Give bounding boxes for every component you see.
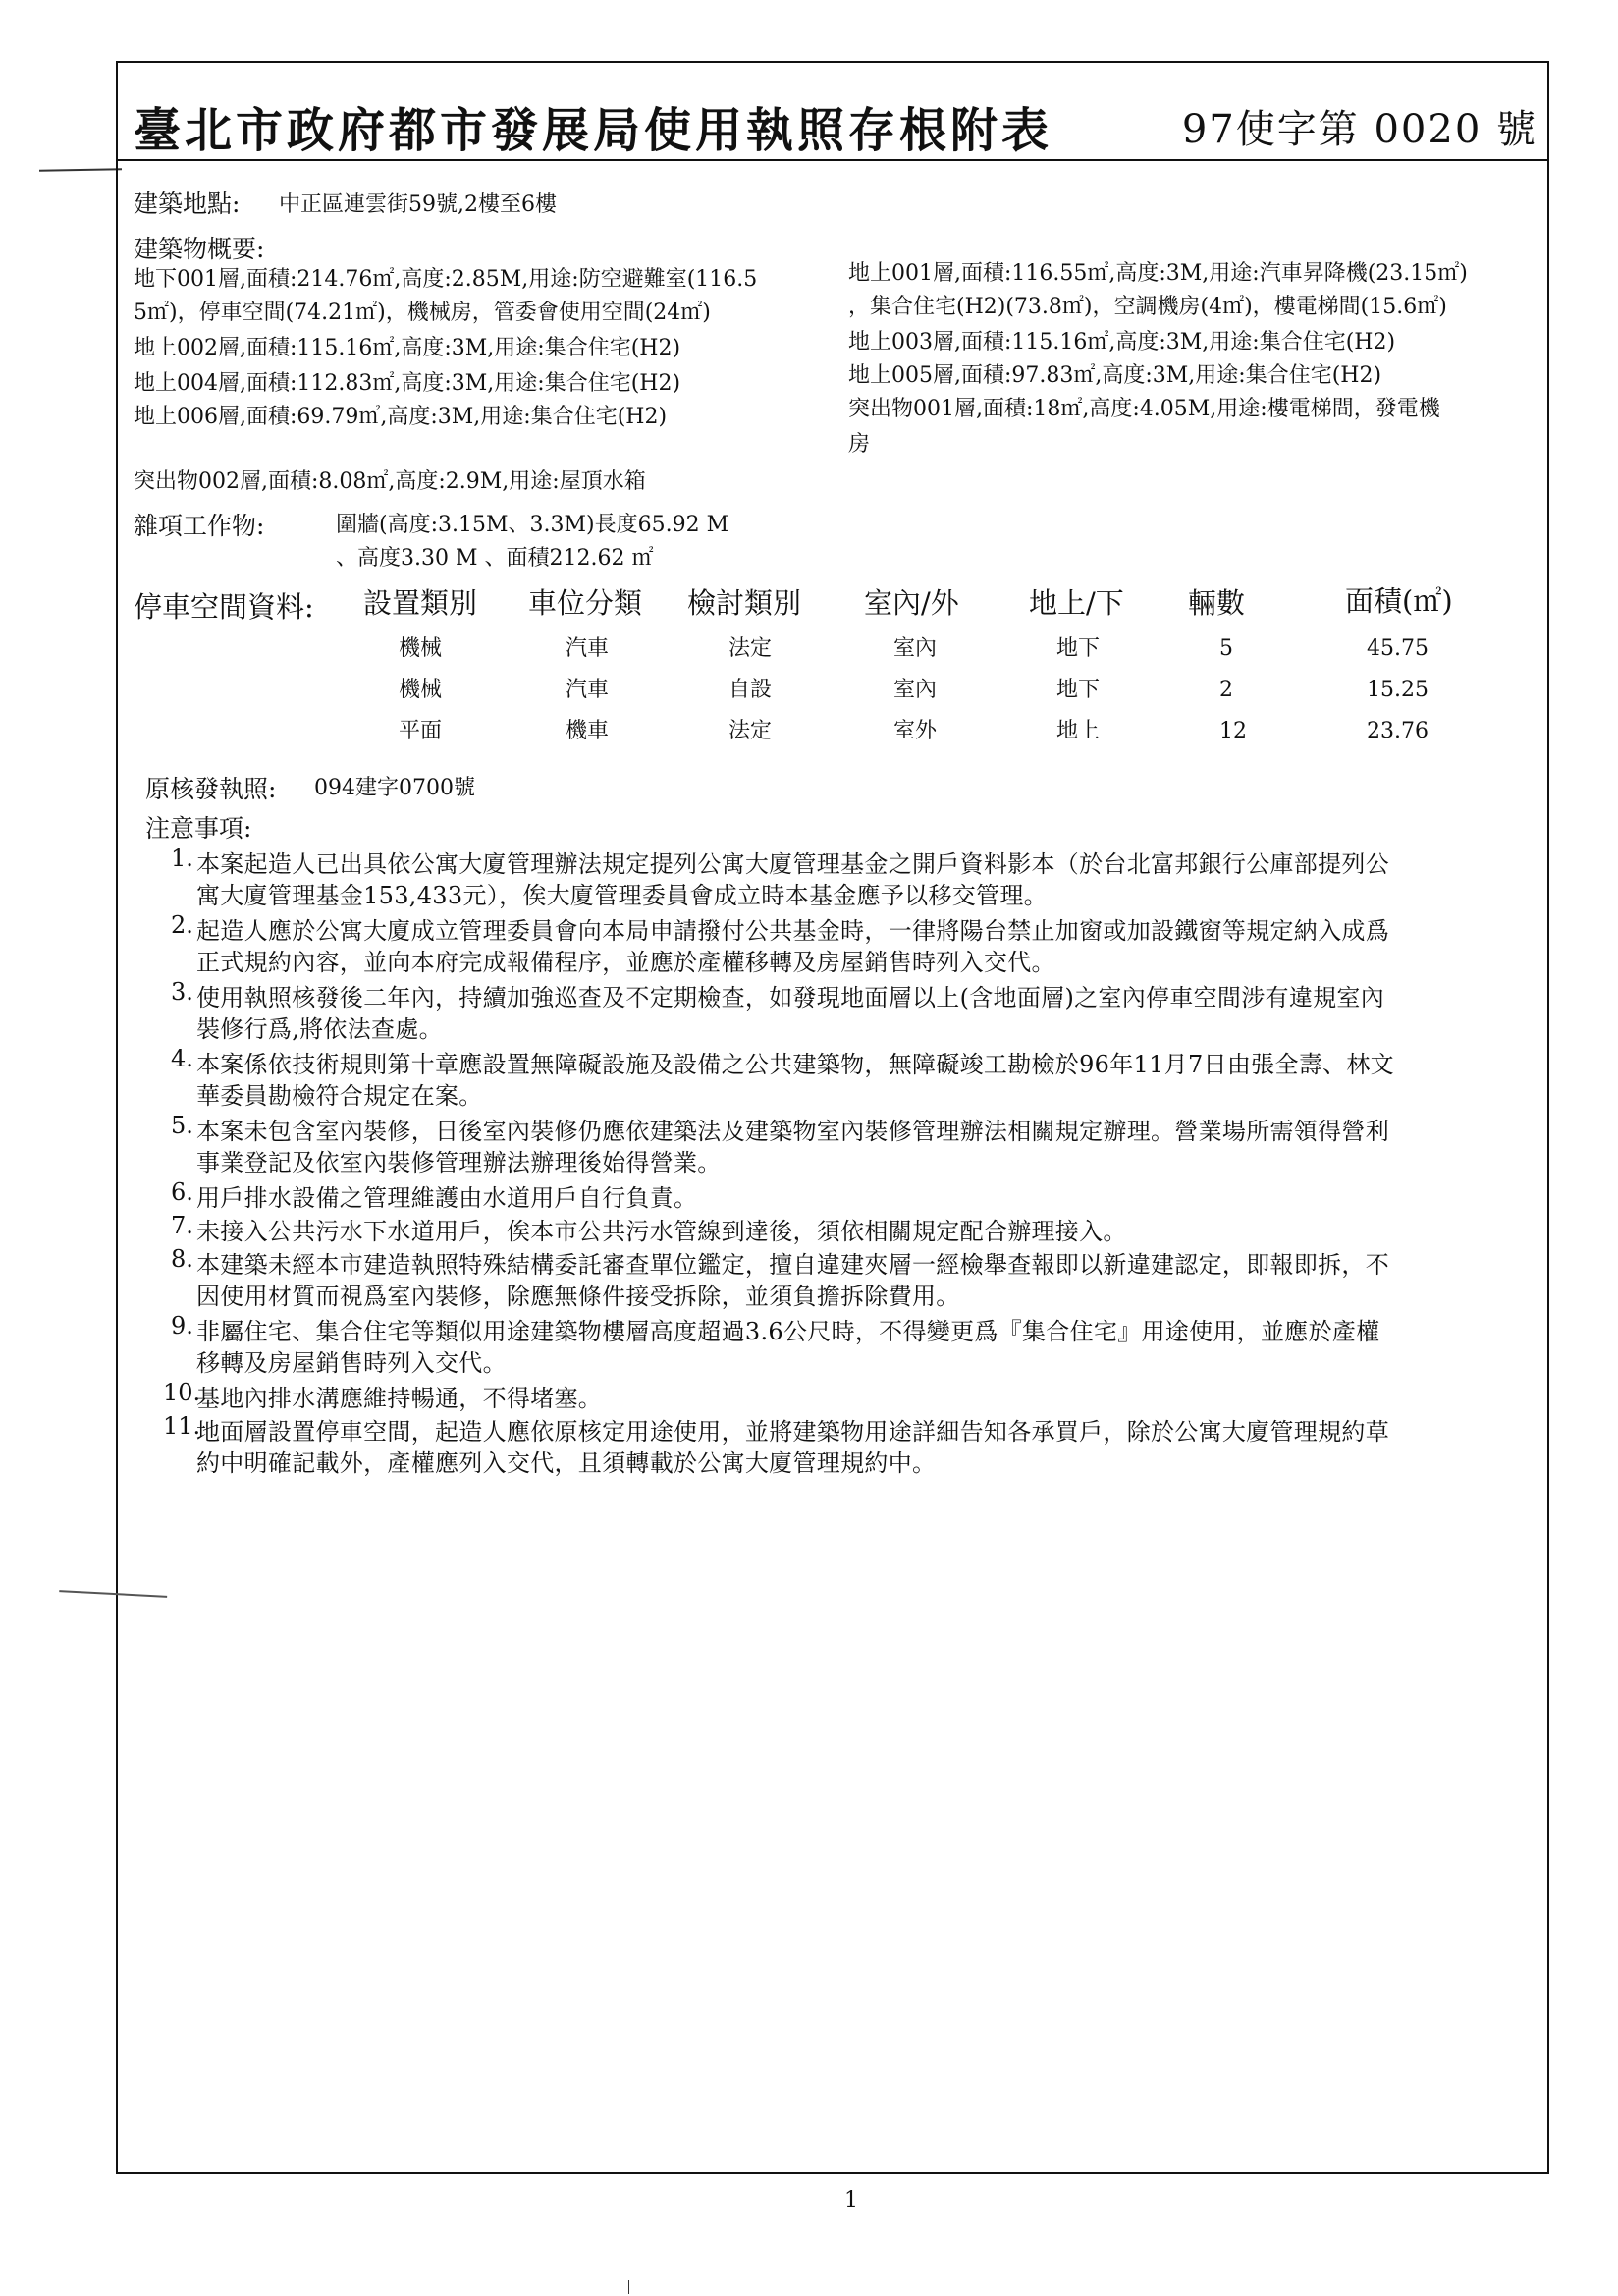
note-line: 因使用材質而視爲室內裝修，除應無條件接受拆除，並須負擔拆除費用。 <box>196 1283 960 1310</box>
note-number: 9. <box>171 1312 193 1339</box>
parking-cell: 法定 <box>728 719 773 743</box>
overview-right-line: 地上005層,面積:97.83㎡,高度:3M,用途:集合住宅(H2) <box>848 363 1382 388</box>
note-number: 1. <box>171 845 193 872</box>
parking-cell: 地下 <box>1056 636 1101 661</box>
parking-header: 面積(㎡) <box>1345 584 1453 618</box>
note-line: 約中明確記載外，產權應列入交代，且須轉載於公寓大廈管理規約中。 <box>196 1449 937 1477</box>
parking-cell: 45.75 <box>1367 636 1429 661</box>
parking-cell: 室內 <box>893 678 938 702</box>
parking-cell: 15.25 <box>1367 678 1429 702</box>
parking-cell: 機車 <box>566 719 610 743</box>
parking-cell: 自設 <box>728 678 773 702</box>
note-number: 2. <box>171 911 193 939</box>
misc-works-line: 圍牆(高度:3.15M、3.3M)長度65.92 M <box>336 513 729 537</box>
overview-right-line: 地上003層,面積:115.16㎡,高度:3M,用途:集合住宅(H2) <box>848 330 1396 355</box>
note-line: 用戶排水設備之管理維護由水道用戶自行負責。 <box>196 1184 698 1212</box>
parking-header: 檢討類別 <box>687 586 802 620</box>
overview-left-line: 地上004層,面積:112.83㎡,高度:3M,用途:集合住宅(H2) <box>134 371 681 396</box>
note-line: 使用執照核發後二年內，持續加強巡查及不定期檢查，如發現地面層以上(含地面層)之室內停車空間涉有違規室內 <box>196 984 1385 1011</box>
parking-cell: 地下 <box>1056 678 1101 702</box>
note-number: 4. <box>171 1045 193 1072</box>
scan-artifact-line <box>39 168 122 171</box>
parking-header: 輛數 <box>1188 586 1246 620</box>
note-number: 8. <box>171 1245 193 1273</box>
note-line: 本案未包含室內裝修，日後室內裝修仍應依建築法及建築物室內裝修管理辦法相關規定辦理。營業場所需領得營利 <box>196 1118 1389 1145</box>
note-line: 寓大廈管理基金153,433元），俟大廈管理委員會成立時本基金應予以移交管理。 <box>196 882 1048 909</box>
parking-cell: 室內 <box>893 636 938 661</box>
overview-left-line: 5㎡)，停車空間(74.21㎡)，機械房，管委會使用空間(24㎡) <box>134 301 711 325</box>
note-line: 華委員勘檢符合規定在案。 <box>196 1082 483 1110</box>
parking-cell: 地上 <box>1056 719 1101 743</box>
note-line: 本案係依技術規則第十章應設置無障礙設施及設備之公共建築物，無障礙竣工勘檢於96年11月7日由張全壽、林文 <box>196 1051 1394 1078</box>
permit-number: 97使字第 0020 號 <box>1181 107 1537 152</box>
parking-cell: 平面 <box>399 719 443 743</box>
note-line: 本建築未經本市建造執照特殊結構委託審查單位鑑定，擅自違建夾層一經檢舉查報即以新違建認定，即報即拆，不 <box>196 1251 1389 1279</box>
parking-header: 室內/外 <box>864 586 959 620</box>
page-number: 1 <box>844 2188 858 2213</box>
parking-cell: 機械 <box>399 678 443 702</box>
parking-cell: 23.76 <box>1367 719 1429 743</box>
site-label: 建築地點: <box>134 190 241 218</box>
note-line: 本案起造人已出具依公寓大廈管理辦法規定提列公寓大廈管理基金之開戶資料影本（於台北富邦銀行公庫部提列公 <box>196 850 1389 878</box>
note-number: 7. <box>171 1212 193 1239</box>
overview-right-line: 突出物001層,面積:18㎡,高度:4.05M,用途:樓電梯間，發電機 <box>848 397 1440 421</box>
misc-works-line: 、高度3.30 M 、面積212.62 ㎡ <box>336 546 654 571</box>
note-number: 10. <box>163 1379 201 1406</box>
misc-works-label: 雜項工作物: <box>134 512 265 540</box>
note-line: 非屬住宅、集合住宅等類似用途建築物樓層高度超過3.6公尺時，不得變更爲『集合住宅』用途使用，並應於產權 <box>196 1318 1380 1345</box>
note-line: 基地內排水溝應維持暢通，不得堵塞。 <box>196 1385 603 1412</box>
overview-right-line: 房 <box>848 432 871 457</box>
note-line: 移轉及房屋銷售時列入交代。 <box>196 1349 507 1377</box>
note-line: 未接入公共污水下水道用戶，俟本市公共污水管線到達後，須依相關規定配合辦理接入。 <box>196 1218 1127 1245</box>
parking-cell: 2 <box>1219 678 1233 702</box>
site-value: 中正區連雲街59號,2樓至6樓 <box>279 192 557 217</box>
overview-left-line: 地下001層,面積:214.76㎡,高度:2.85M,用途:防空避難室(116.5 <box>134 267 758 292</box>
notes-label: 注意事項: <box>145 814 252 843</box>
note-line: 地面層設置停車空間，起造人應依原核定用途使用，並將建築物用途詳細告知各承買戶，除於公寓大廈管理規約草 <box>196 1418 1389 1446</box>
parking-header: 地上/下 <box>1029 586 1124 620</box>
parking-cell: 汽車 <box>566 678 610 702</box>
note-number: 11. <box>163 1412 201 1440</box>
parking-cell: 汽車 <box>566 636 610 661</box>
overview-left-line: 地上002層,面積:115.16㎡,高度:3M,用途:集合住宅(H2) <box>134 336 681 360</box>
original-permit-label: 原核發執照: <box>145 775 277 803</box>
overview-right-line: 地上001層,面積:116.55㎡,高度:3M,用途:汽車昇降機(23.15㎡) <box>848 261 1468 286</box>
parking-cell: 機械 <box>399 636 443 661</box>
parking-label: 停車空間資料: <box>134 590 314 624</box>
parking-cell: 法定 <box>728 636 773 661</box>
note-line: 事業登記及依室內裝修管理辦法辦理後始得營業。 <box>196 1149 722 1176</box>
overview-label: 建築物概要: <box>134 235 265 263</box>
parking-header: 車位分類 <box>528 586 643 620</box>
note-line: 起造人應於公寓大廈成立管理委員會向本局申請撥付公共基金時，一律將陽台禁止加窗或加設鐵窗等規定納入成爲 <box>196 917 1389 945</box>
note-line: 正式規約內容，並向本府完成報備程序，並應於產權移轉及房屋銷售時列入交代。 <box>196 949 1055 976</box>
overview-right-line: ，集合住宅(H2)(73.8㎡)，空調機房(4㎡)，樓電梯間(15.6㎡) <box>848 295 1447 319</box>
scan-artifact-tick <box>628 2280 629 2294</box>
parking-cell: 5 <box>1219 636 1233 661</box>
parking-cell: 室外 <box>893 719 938 743</box>
document-title: 臺北市政府都市發展局使用執照存根附表 <box>134 103 1053 158</box>
note-number: 3. <box>171 978 193 1006</box>
parking-cell: 12 <box>1219 719 1247 743</box>
overview-extra-line: 突出物002層,面積:8.08㎡,高度:2.9M,用途:屋頂水箱 <box>134 469 646 494</box>
note-number: 6. <box>171 1178 193 1206</box>
note-line: 裝修行爲,將依法查處。 <box>196 1015 443 1043</box>
parking-header: 設置類別 <box>363 586 478 620</box>
original-permit-value: 094建字0700號 <box>314 776 475 800</box>
note-number: 5. <box>171 1112 193 1139</box>
overview-left-line: 地上006層,面積:69.79㎡,高度:3M,用途:集合住宅(H2) <box>134 405 668 429</box>
title-row <box>118 63 1547 161</box>
